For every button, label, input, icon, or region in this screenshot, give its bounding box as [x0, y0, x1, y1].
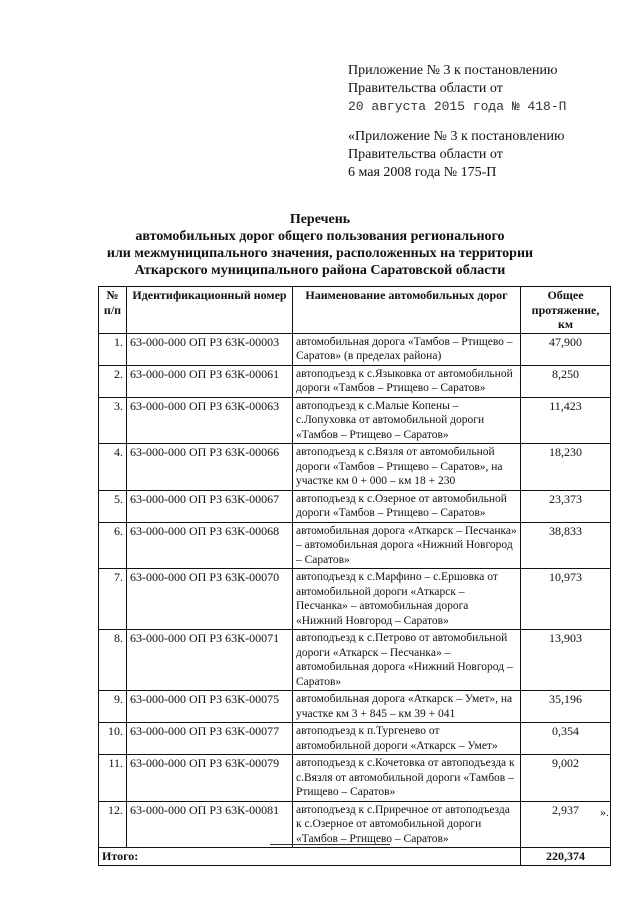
row-id: 63-000-000 ОП РЗ 63К-00061: [127, 365, 293, 397]
row-road-name: автоподъезд к с.Вязля от автомобильной дороги «Тамбов – Ртищево – Саратов», на участке км 0 + 000 – км 18 + 230: [293, 444, 521, 491]
row-length: 2,937: [521, 801, 611, 848]
col-header-id: Идентификационный номер: [127, 287, 293, 334]
row-road-name: автоподъезд к п.Тургенево от автомобильной дороги «Аткарск – Умет»: [293, 723, 521, 755]
table-row: [99, 333, 611, 365]
row-length: 47,900: [521, 333, 611, 365]
title-line: Перечень: [289, 212, 351, 227]
row-road-name: автомобильная дорога «Аткарск – Песчанка» – автомобильная дорога «Нижний Новгород – Саратов»: [293, 522, 521, 569]
quoted-header-line: «Приложение № 3 к постановлению: [348, 129, 565, 144]
title-line: или межмуниципального значения, расположенных на территории: [106, 246, 534, 261]
table-row: [99, 569, 611, 630]
total-empty-cell: [293, 848, 521, 866]
total-row: [99, 848, 611, 866]
row-id: 63-000-000 ОП РЗ 63К-00070: [127, 569, 293, 630]
table-row: [99, 691, 611, 723]
row-road-name: автоподъезд к с.Марфино – с.Ершовка от автомобильной дороги «Аткарск – Песчанка» – автомобильная дорога «Нижний Новгород – Саратов»: [293, 569, 521, 630]
row-number: 7.: [99, 569, 127, 630]
col-header-name: Наименование автомобильных дорог: [293, 287, 521, 334]
row-id: 63-000-000 ОП РЗ 63К-00066: [127, 444, 293, 491]
col-header-length: Общее протяжение, км: [521, 287, 611, 334]
document-title: [90, 211, 550, 279]
row-road-name: автоподъезд к с.Языковка от автомобильной дороги «Тамбов – Ртищево – Саратов»: [293, 365, 521, 397]
row-number: 10.: [99, 723, 127, 755]
row-length: 35,196: [521, 691, 611, 723]
row-number: 1.: [99, 333, 127, 365]
row-road-name: автоподъезд к с.Приречное от автоподъезда к с.Озерное от автомобильной дороги «Тамбов – Ртищево – Саратов»: [293, 801, 521, 848]
bottom-rule: [270, 844, 390, 845]
row-id: 63-000-000 ОП РЗ 63К-00071: [127, 630, 293, 691]
row-number: 2.: [99, 365, 127, 397]
table-row: [99, 723, 611, 755]
table-row: [99, 522, 611, 569]
row-id: 63-000-000 ОП РЗ 63К-00079: [127, 755, 293, 802]
table-row: [99, 397, 611, 444]
row-length: 11,423: [521, 397, 611, 444]
row-road-name: автоподъезд к с.Кочетовка от автоподъезда к с.Вязля от автомобильной дороги «Тамбов – Ртищево – Саратов»: [293, 755, 521, 802]
row-number: 11.: [99, 755, 127, 802]
row-number: 12.: [99, 801, 127, 848]
table-row: [99, 630, 611, 691]
roads-table: [98, 286, 611, 866]
quoted-header-block: [348, 128, 564, 182]
row-length: 13,903: [521, 630, 611, 691]
closing-quote: ».: [600, 805, 609, 819]
table-row: [99, 444, 611, 491]
table-row: [99, 801, 611, 848]
row-id: 63-000-000 ОП РЗ 63К-00075: [127, 691, 293, 723]
title-line: автомобильных дорог общего пользования регионального: [135, 229, 505, 244]
header-line: Правительства области от: [348, 81, 503, 96]
header-block: [348, 62, 566, 116]
row-number: 3.: [99, 397, 127, 444]
row-number: 4.: [99, 444, 127, 491]
header-date-line: 20 августа 2015 года № 418-П: [348, 99, 567, 114]
table-row: [99, 755, 611, 802]
row-id: 63-000-000 ОП РЗ 63К-00003: [127, 333, 293, 365]
row-id: 63-000-000 ОП РЗ 63К-00077: [127, 723, 293, 755]
header-line: Приложение № 3 к постановлению: [348, 63, 558, 78]
row-number: 9.: [99, 691, 127, 723]
col-header-number: № п/п: [99, 287, 127, 334]
row-length: 8,250: [521, 365, 611, 397]
table-row: [99, 490, 611, 522]
row-id: 63-000-000 ОП РЗ 63К-00067: [127, 490, 293, 522]
row-number: 6.: [99, 522, 127, 569]
row-id: 63-000-000 ОП РЗ 63К-00068: [127, 522, 293, 569]
total-label: Итого:: [99, 848, 293, 866]
row-road-name: автоподъезд к с.Малые Копены – с.Лопуховка от автомобильной дороги «Тамбов – Ртищево – Саратов»: [293, 397, 521, 444]
row-length: 0,354: [521, 723, 611, 755]
row-number: 8.: [99, 630, 127, 691]
row-road-name: автомобильная дорога «Тамбов – Ртищево – Саратов» (в пределах района): [293, 333, 521, 365]
row-number: 5.: [99, 490, 127, 522]
row-length: 18,230: [521, 444, 611, 491]
row-id: 63-000-000 ОП РЗ 63К-00081: [127, 801, 293, 848]
row-id: 63-000-000 ОП РЗ 63К-00063: [127, 397, 293, 444]
row-length: 23,373: [521, 490, 611, 522]
row-road-name: автомобильная дорога «Аткарск – Умет», на участке км 3 + 845 – км 39 + 041: [293, 691, 521, 723]
row-length: 10,973: [521, 569, 611, 630]
row-road-name: автоподъезд к с.Петрово от автомобильной дороги «Аткарск – Песчанка» – автомобильная дорога «Нижний Новгород – Саратов»: [293, 630, 521, 691]
table-row: [99, 365, 611, 397]
title-line: Аткарского муниципального района Саратовской области: [134, 263, 506, 278]
row-length: 38,833: [521, 522, 611, 569]
quoted-header-line: Правительства области от: [348, 147, 503, 162]
table-header-row: [99, 287, 611, 334]
total-value: 220,374: [521, 848, 611, 866]
quoted-header-line: 6 мая 2008 года № 175-П: [348, 165, 497, 180]
row-length: 9,002: [521, 755, 611, 802]
row-road-name: автоподъезд к с.Озерное от автомобильной дороги «Тамбов – Ртищево – Саратов»: [293, 490, 521, 522]
